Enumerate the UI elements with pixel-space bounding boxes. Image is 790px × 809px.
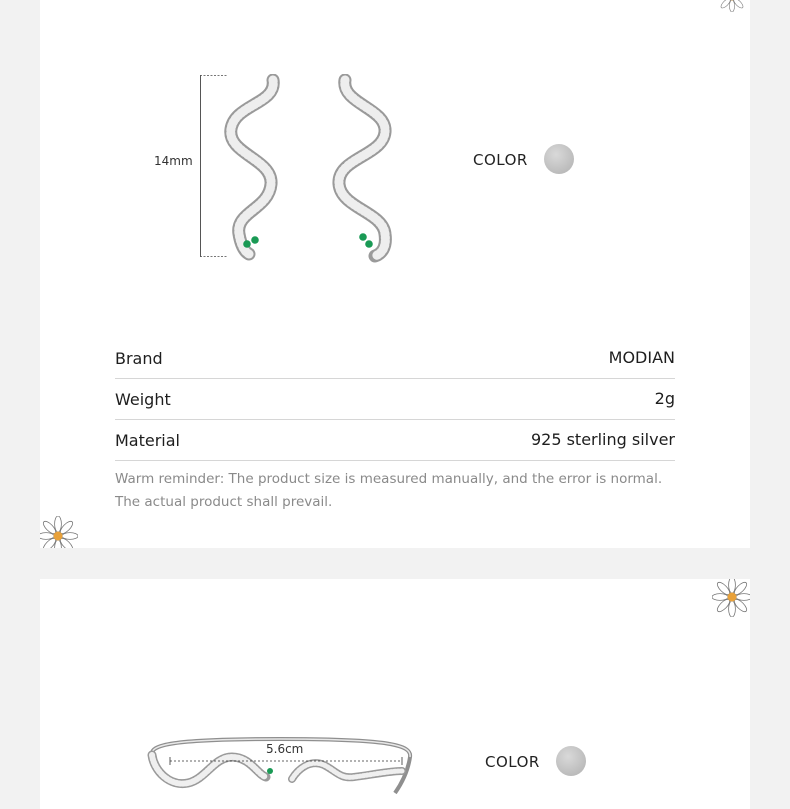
daisy-icon [40,516,78,548]
spec-value: 925 sterling silver [530,430,675,449]
spec-value: 2g [654,389,675,408]
color-label: COLOR [485,753,540,771]
daisy-icon [712,579,750,617]
warm-reminder-text: Warm reminder: The product size is measured manually, and the error is normal. The actual product shall prevail. [115,471,663,510]
product-panel-earrings [40,0,750,548]
divider [115,419,675,420]
height-dimension-label: 14mm [154,154,193,168]
spec-label: Weight [115,390,171,409]
width-dimension-label: 5.6cm [266,742,304,756]
spec-row-material [115,421,675,461]
divider [115,460,675,461]
product-panel-bangle [40,579,750,809]
divider [115,378,675,379]
color-swatch-silver[interactable] [544,144,574,174]
color-label: COLOR [473,151,528,169]
spec-row-brand [115,339,675,379]
spec-value: MODIAN [608,348,675,367]
snake-earring-icon [325,74,415,274]
spec-row-weight [115,380,675,420]
spec-label: Brand [115,349,163,368]
spec-label: Material [115,431,180,450]
snake-earring-icon [215,74,305,274]
daisy-icon [712,0,750,12]
color-swatch-silver[interactable] [556,746,586,776]
